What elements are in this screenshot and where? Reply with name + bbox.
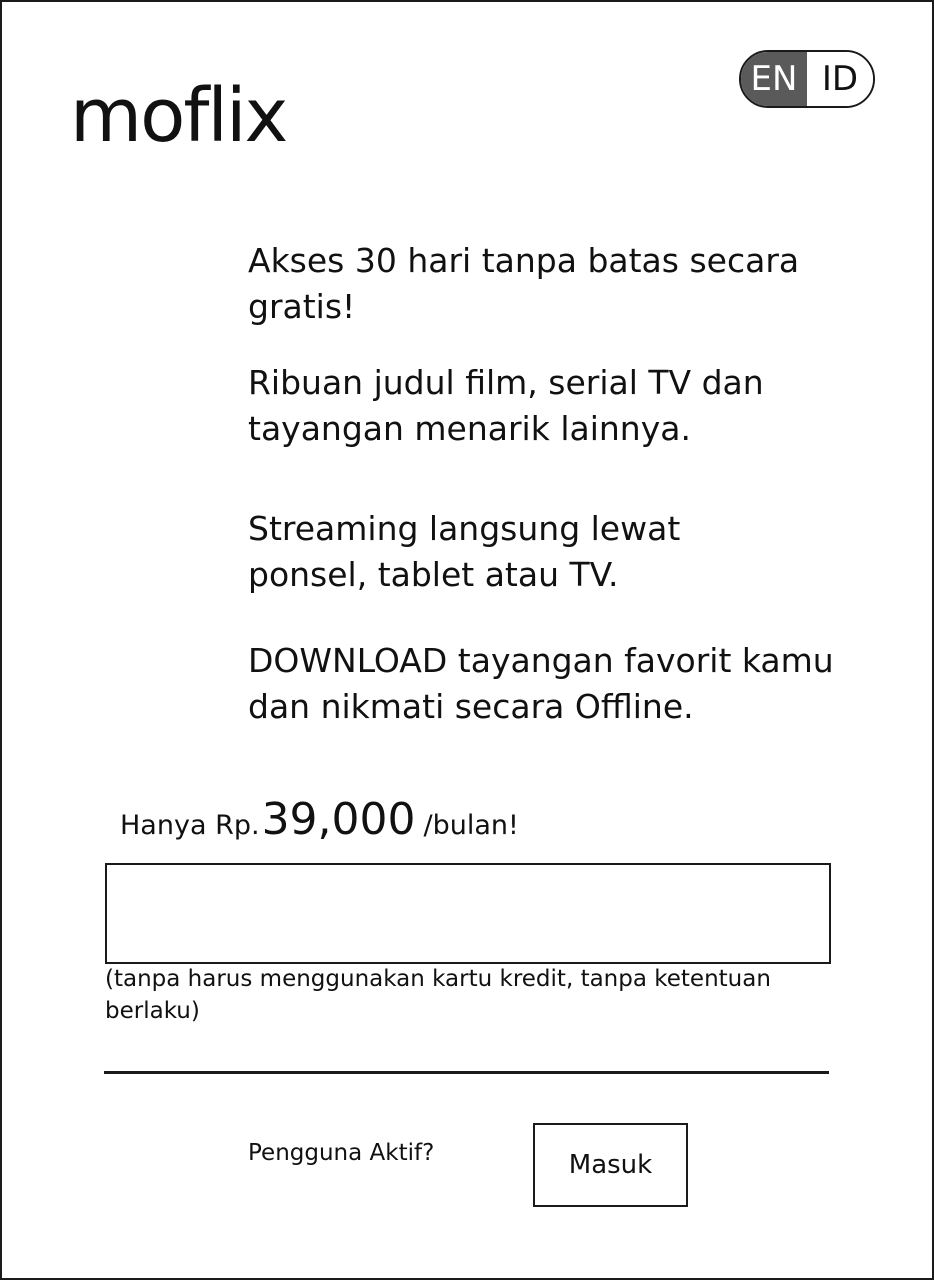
- feature-text-line: Ribuan judul film, serial TV dan: [248, 363, 764, 402]
- feature-text-line: Akses 30 hari tanpa batas secara: [248, 241, 800, 280]
- signup-input[interactable]: [105, 863, 831, 964]
- price-suffix: /bulan!: [423, 810, 519, 841]
- feature-catalog: [248, 360, 868, 452]
- feature-text-line: dan nikmati secara Offline.: [248, 687, 694, 726]
- price-prefix: Hanya Rp.: [120, 810, 260, 841]
- feature-free-trial: [248, 238, 868, 330]
- login-button[interactable]: Masuk: [533, 1123, 688, 1207]
- moflix-logo: moflix: [70, 73, 287, 159]
- signup-disclaimer: [105, 963, 825, 1027]
- language-toggle[interactable]: [739, 50, 875, 108]
- feature-text-line: Streaming langsung lewat: [248, 509, 681, 548]
- price-offer: [120, 794, 519, 850]
- language-option-en[interactable]: EN: [741, 52, 807, 106]
- divider: [104, 1071, 829, 1074]
- feature-streaming: [248, 506, 868, 598]
- language-option-id[interactable]: ID: [807, 52, 873, 106]
- feature-text-line: tayangan menarik lainnya.: [248, 409, 691, 448]
- disclaimer-line: berlaku): [105, 998, 200, 1024]
- disclaimer-line: (tanpa harus menggunakan kartu kredit, tanpa ketentuan: [105, 966, 771, 992]
- feature-download: [248, 638, 868, 730]
- price-amount: 39,000: [261, 794, 416, 845]
- feature-text-line: DOWNLOAD tayangan favorit kamu: [248, 641, 834, 680]
- active-user-prompt: Pengguna Aktif?: [248, 1140, 435, 1166]
- feature-text-line: gratis!: [248, 287, 356, 326]
- feature-text-line: ponsel, tablet atau TV.: [248, 555, 619, 594]
